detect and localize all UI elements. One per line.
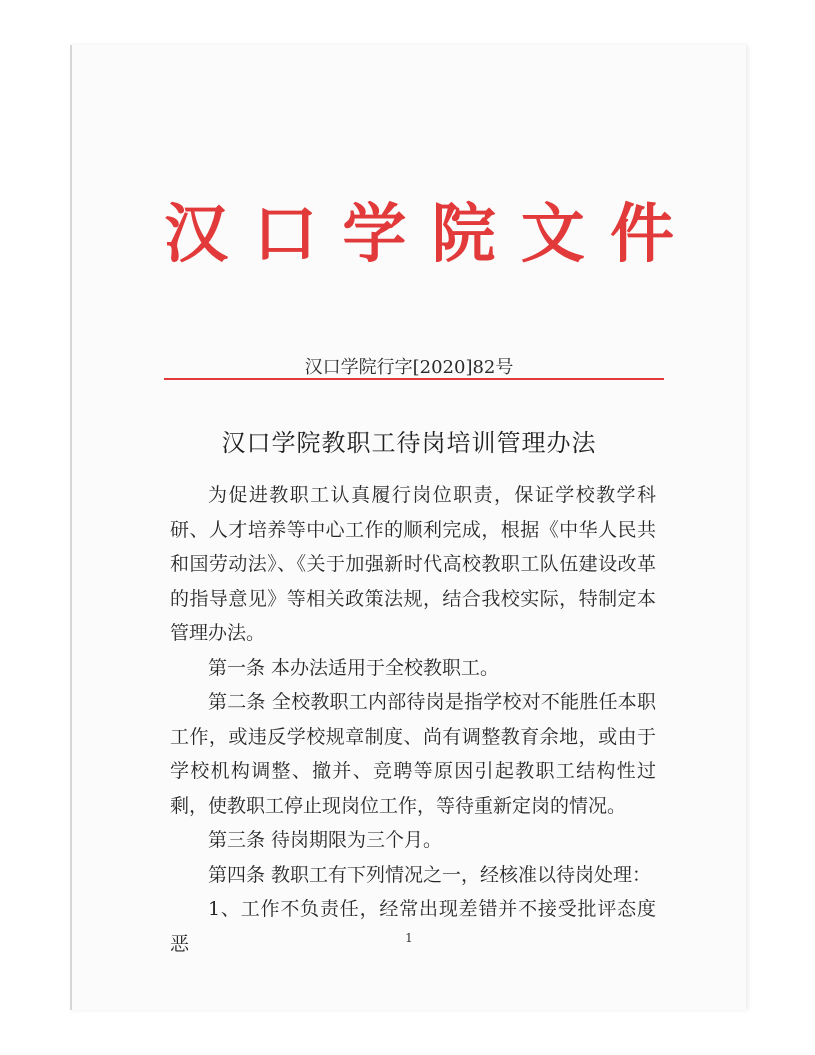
document-title: 汉口学院教职工待岗培训管理办法 xyxy=(221,429,597,457)
document-header-title xyxy=(164,197,674,272)
document-number: 汉口学院行字[2020]82号 xyxy=(304,357,514,378)
header-char: 学 xyxy=(342,197,407,272)
header-char: 院 xyxy=(431,197,496,272)
header-char: 口 xyxy=(253,197,318,272)
paragraph-article-3: 第三条 待岗期限为三个月。 xyxy=(208,829,443,851)
paragraph-preamble: 为促进教职工认真履行岗位职责，保证学校教学科研、人才培养等中心工作的顺利完成，根据《中华人民共和国劳动法》、《关于加强新时代高校教职工队伍建设改革的指导意见》等相关政策法规，结合我校实际，特制定本管理办法。 xyxy=(170,484,656,644)
header-char: 文 xyxy=(520,197,585,272)
document-page xyxy=(70,45,746,1010)
document-body xyxy=(170,478,656,961)
header-char: 件 xyxy=(609,197,674,272)
paragraph-item-1: 1、工作不负责任，经常出现差错并不接受批评态度恶 xyxy=(170,898,656,955)
page-number: 1 xyxy=(405,931,413,945)
paragraph-article-1: 第一条 本办法适用于全校教职工。 xyxy=(208,656,500,679)
paragraph-article-4: 第四条 教职工有下列情况之一，经核准以待岗处理： xyxy=(208,863,652,886)
header-divider xyxy=(164,378,664,380)
header-char: 汉 xyxy=(164,197,228,272)
paragraph-article-2: 第二条 全校教职工内部待岗是指学校对不能胜任本职工作，或违反学校规章制度、尚有调整教育余地，或由于学校机构调整、撤并、竞聘等原因引起教职工结构性过剩，使教职工停止现岗位工作，等待重新定岗的情况。 xyxy=(170,691,656,817)
